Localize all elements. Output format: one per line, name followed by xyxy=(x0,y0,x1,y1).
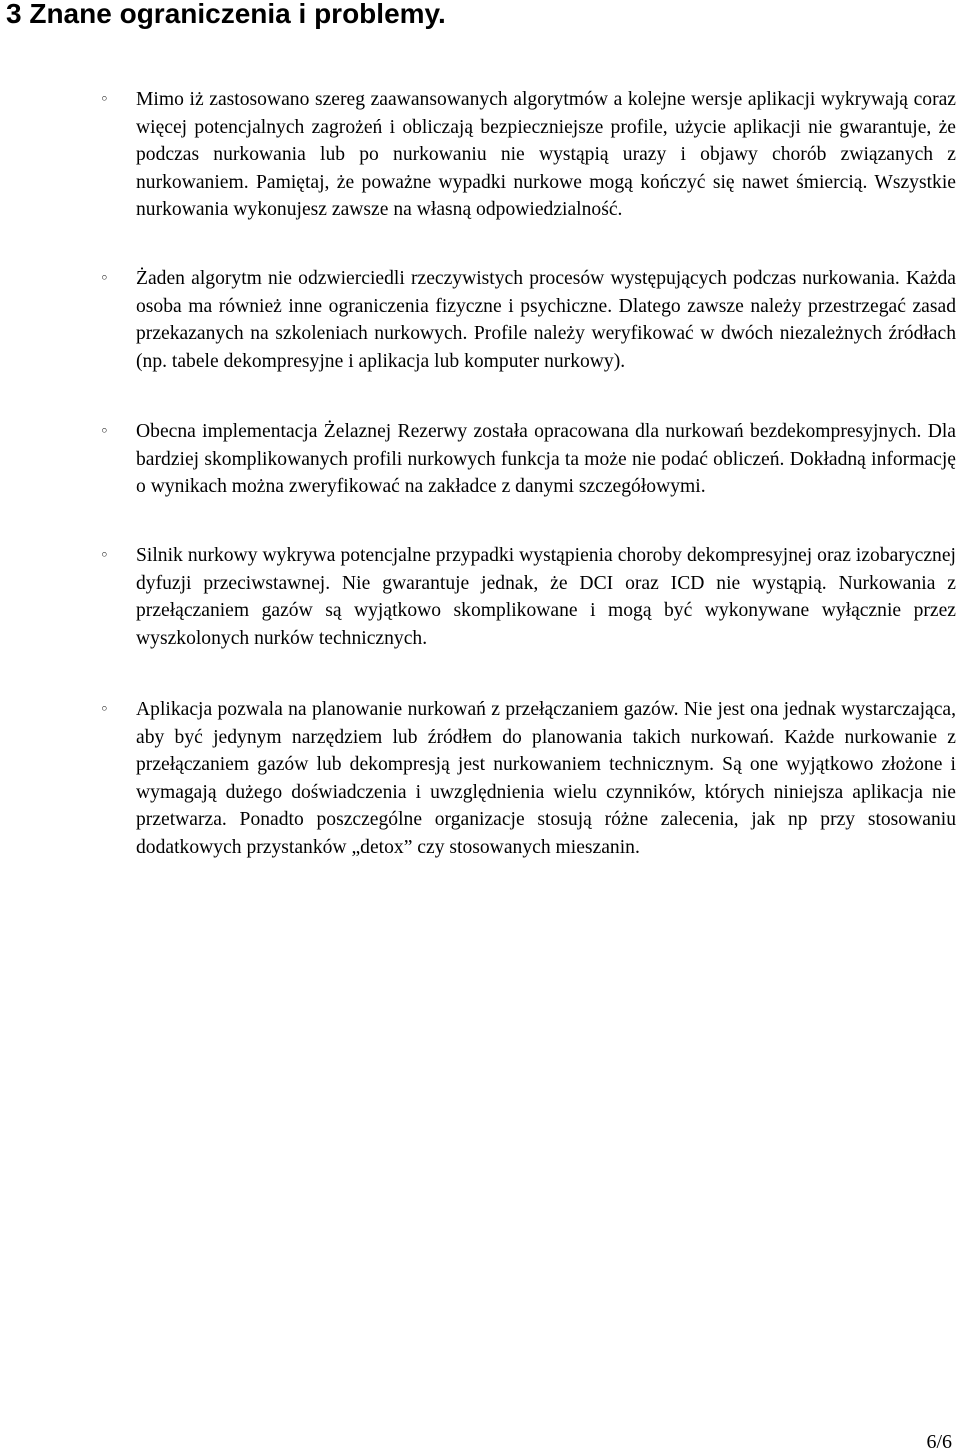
bullet-icon: ◦ xyxy=(100,422,109,440)
bullet-icon: ◦ xyxy=(100,90,109,108)
list-item-text: Silnik nurkowy wykrywa potencjalne przypadki wystąpienia choroby dekompresyjnej oraz izobarycznej dyfuzji przeciwstawnej. Nie gwarantuje jednak, że DCI oraz ICD nie wystąpią. Nurkowania z przełączaniem gazów są wyjątkowo skomplikowane i mogą być wykonywane wyłącznie przez wyszkolonych nurków technicznych. xyxy=(136,545,956,649)
section-heading: 3 Znane ograniczenia i problemy. xyxy=(6,0,446,29)
bullet-icon: ◦ xyxy=(100,269,109,287)
list-item-text: Żaden algorytm nie odzwierciedli rzeczywistych procesów występujących podczas nurkowania. Każda osoba ma również inne ograniczenia fizyczne i psychiczne. Dlatego zawsze należy przestrzegać zasad przekazanych na szkoleniach nurkowych. Profile należy weryfikować w dwóch niezależnych źródłach (np. tabele dekompresyjne i aplikacja lub komputer nurkowy). xyxy=(136,268,956,372)
bullet-icon: ◦ xyxy=(100,700,109,718)
list-item-text: Obecna implementacja Żelaznej Rezerwy została opracowana dla nurkowań bezdekompresyjnych. Dla bardziej skomplikowanych profili nurkowych funkcja ta może nie podać obliczeń. Dokładną informację o wynikach można zweryfikować na zakładce z danymi szczegółowymi. xyxy=(136,421,956,498)
page-number: 6/6 xyxy=(926,1431,952,1453)
bullet-icon: ◦ xyxy=(100,546,109,564)
list-item-text: Mimo iż zastosowano szereg zaawansowanych algorytmów a kolejne wersje aplikacji wykrywają coraz więcej potencjalnych zagrożeń i obliczają bezpieczniejsze profile, użycie aplikacji nie gwarantuje, że podczas nurkowania lub po nurkowaniu nie wystąpią urazy i objawy chorób związanych z nurkowaniem. Pamiętaj, że poważne wypadki nurkowe mogą kończyć się nawet śmiercią. Wszystkie nurkowania wykonujesz zawsze na własną odpowiedzialność. xyxy=(136,89,956,221)
list-item-text: Aplikacja pozwala na planowanie nurkowań z przełączaniem gazów. Nie jest ona jednak wystarczająca, aby być jedynym narzędziem lub źródłem do planowania takich nurkowań. Każde nurkowanie z przełączaniem gazów lub dekompresją jest nurkowaniem technicznym. Są one wyjątkowo złożone i wymagają dużego doświadczenia i uwzględnienia wielu czynników, których niniejsza aplikacja nie przetwarza. Ponadto poszczególne organizacje stosują różne zalecenia, jak np przy stosowaniu dodatkowych przystanków „detox” czy stosowanych mieszanin. xyxy=(136,699,956,858)
